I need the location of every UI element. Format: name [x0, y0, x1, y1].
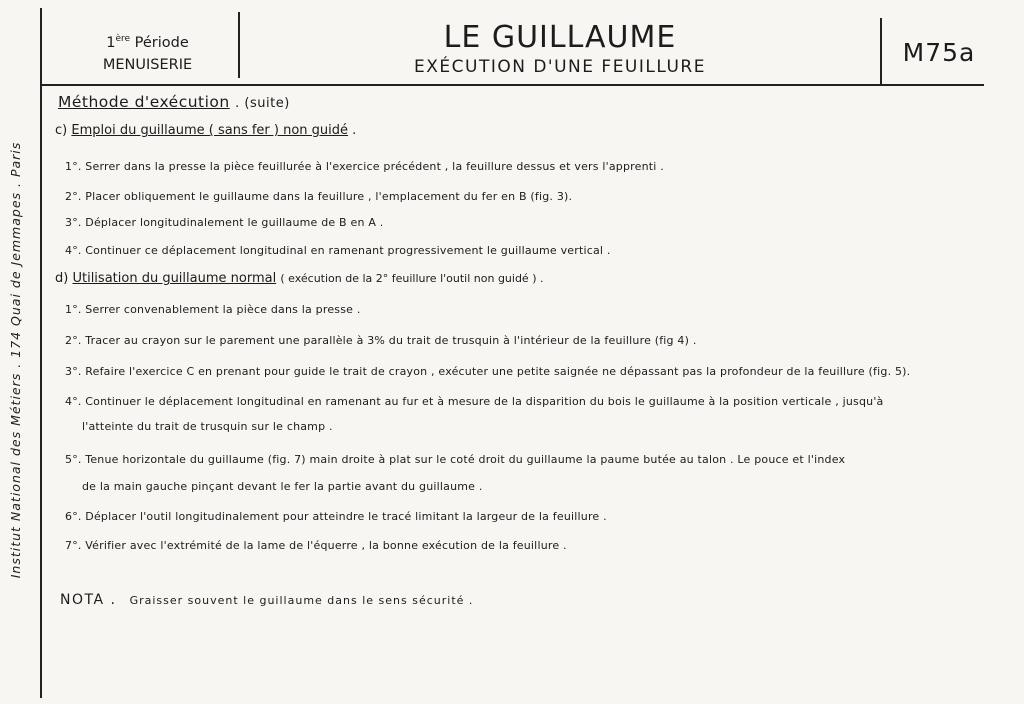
section-d-step-4-cont: l'atteinte du trait de trusquin sur le champ . [82, 420, 333, 433]
section-c-step-2: 2°. Placer obliquement le guillaume dans la feuillure , l'emplacement du fer en B (fig. 3). [65, 190, 573, 203]
side-institution-text: Institut National des Métiers . 174 Quai de Jemmapes . Paris [8, 141, 23, 579]
section-c-title: Emploi du guillaume ( sans fer ) non guidé [71, 123, 349, 138]
document-code: M75a [902, 38, 976, 67]
trade-label: MENUISERIE [102, 56, 193, 73]
nota-text: Graisser souvent le guillaume dans le sens sécurité . [129, 594, 474, 607]
header-title-block [245, 20, 875, 78]
header-divider-left [238, 12, 240, 78]
section-d-step-6: 6°. Déplacer l'outil longitudinalement pour atteindre le tracé limitant la largeur de la feuillure . [65, 510, 607, 523]
header-divider-right [880, 18, 882, 86]
method-title: Méthode d'exécution [58, 93, 230, 111]
period-label: Période [134, 34, 189, 51]
section-c-end: . [352, 123, 357, 138]
section-c-step-4: 4°. Continuer ce déplacement longitudinal en ramenant progressivement le guillaume vertical . [65, 244, 611, 257]
section-d-step-7: 7°. Vérifier avec l'extrémité de la lame de l'équerre , la bonne exécution de la feuillure . [65, 539, 567, 552]
section-d-letter: d) [55, 271, 69, 286]
section-d-step-2: 2°. Tracer au crayon sur le parement une parallèle à 3% du trait de trusquin à l'intérieur de la feuillure (fig 4) . [65, 334, 697, 347]
section-c-step-3: 3°. Déplacer longitudinalement le guillaume de B en A . [65, 216, 384, 229]
section-d-step-5: 5°. Tenue horizontale du guillaume (fig. 7) main droite à plat sur le coté droit du guillaume la paume butée au talon . Le pouce et l'index [65, 453, 846, 466]
section-c-heading [55, 123, 356, 138]
section-d-title: Utilisation du guillaume normal [72, 271, 277, 286]
page-title: LE GUILLAUME [443, 20, 677, 55]
left-margin-line [40, 8, 42, 698]
period-number: 1 [106, 34, 116, 51]
period-sup: ère [115, 34, 131, 44]
method-suffix: . (suite) [235, 96, 290, 111]
page-subtitle: EXÉCUTION D'UNE FEUILLURE [414, 57, 706, 77]
section-c-letter: c) [55, 123, 68, 138]
period-line [60, 28, 235, 54]
nota-line [60, 592, 473, 608]
section-c-step-1: 1°. Serrer dans la presse la pièce feuillurée à l'exercice précédent , la feuillure dessus et vers l'apprenti . [65, 160, 664, 173]
header-bottom-line [42, 84, 984, 86]
section-d-heading [55, 271, 543, 286]
section-d-step-4: 4°. Continuer le déplacement longitudinal en ramenant au fur et à mesure de la disparition du bois le guillaume à la position verticale , jusqu'à [65, 395, 884, 408]
section-d-step-3: 3°. Refaire l'exercice C en prenant pour guide le trait de crayon , exécuter une petite saignée ne dépassant pas la profondeur de la feuillure (fig. 5). [65, 365, 911, 378]
nota-label: NOTA . [60, 592, 117, 608]
section-d-note: ( exécution de la 2° feuillure l'outil non guidé ) . [280, 272, 544, 285]
section-d-step-5-cont: de la main gauche pinçant devant le fer la partie avant du guillaume . [82, 480, 483, 493]
section-d-step-1: 1°. Serrer convenablement la pièce dans la presse . [65, 303, 361, 316]
header-period-block [60, 28, 235, 76]
method-heading [58, 93, 290, 111]
